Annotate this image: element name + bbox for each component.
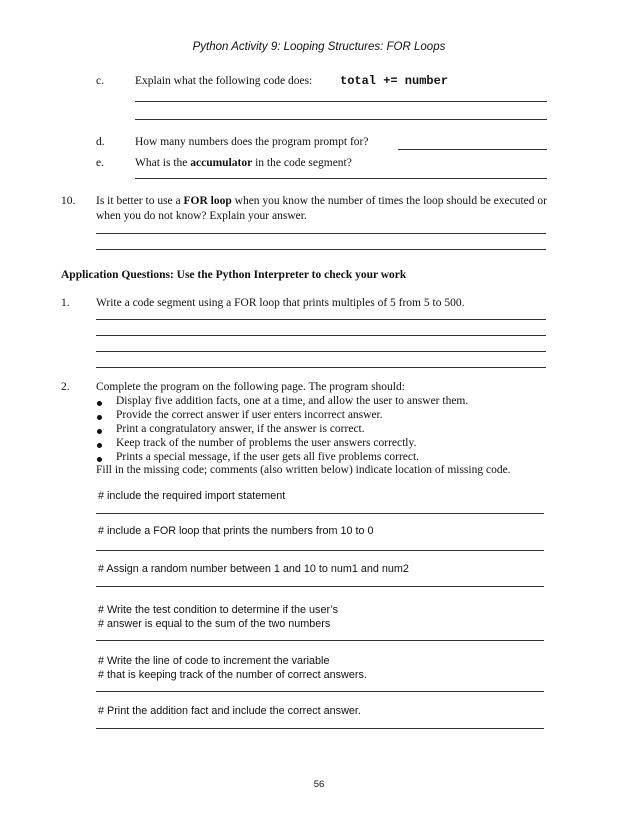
code-comment: # Write the line of code to increment the variable bbox=[98, 655, 330, 667]
answer-line[interactable] bbox=[96, 233, 546, 234]
a2-number: 2. bbox=[61, 381, 70, 393]
code-comment: # Assign a random number between 1 and 10 to num1 and num2 bbox=[98, 563, 409, 575]
answer-line[interactable] bbox=[135, 119, 547, 120]
code-answer-line[interactable] bbox=[96, 513, 544, 514]
code-answer-line[interactable] bbox=[96, 728, 544, 729]
code-answer-line[interactable] bbox=[96, 640, 544, 641]
page-header: Python Activity 9: Looping Structures: FOR Loops bbox=[192, 41, 446, 53]
bullet-dot-icon bbox=[97, 415, 102, 420]
answer-line[interactable] bbox=[96, 249, 546, 250]
q9c-text: Explain what the following code does: bbox=[135, 75, 313, 87]
code-answer-line[interactable] bbox=[96, 550, 544, 551]
page-number: 56 bbox=[313, 779, 325, 790]
q9e-letter: e. bbox=[96, 157, 104, 169]
a1-text: Write a code segment using a FOR loop that prints multiples of 5 from 5 to 500. bbox=[96, 297, 465, 309]
answer-line[interactable] bbox=[135, 178, 547, 179]
code-comment: # include the required import statement bbox=[98, 490, 286, 502]
answer-line[interactable] bbox=[135, 101, 547, 102]
q9e-text: What is the accumulator in the code segment? bbox=[135, 157, 352, 169]
code-comment: # that is keeping track of the number of correct answers. bbox=[98, 669, 367, 681]
q9d-text: How many numbers does the program prompt for? bbox=[135, 136, 369, 148]
bullet-dot-icon bbox=[97, 401, 102, 406]
a2-intro: Complete the program on the following page. The program should: bbox=[96, 381, 405, 393]
code-comment: # Print the addition fact and include the correct answer. bbox=[98, 705, 361, 717]
a1-number: 1. bbox=[61, 297, 70, 309]
q10-line2: when you do not know? Explain your answer. bbox=[96, 210, 307, 222]
code-comment: # include a FOR loop that prints the numbers from 10 to 0 bbox=[98, 525, 374, 537]
code-answer-line[interactable] bbox=[96, 586, 544, 587]
answer-line[interactable] bbox=[96, 319, 546, 320]
application-heading: Application Questions: Use the Python Interpreter to check your work bbox=[61, 269, 407, 281]
q9c-code: total += number bbox=[340, 74, 449, 88]
q10-number: 10. bbox=[61, 195, 76, 207]
q9d-letter: d. bbox=[96, 136, 105, 148]
answer-line[interactable] bbox=[96, 367, 546, 368]
answer-line[interactable] bbox=[398, 149, 547, 150]
q9c-letter: c. bbox=[96, 75, 104, 87]
code-answer-line[interactable] bbox=[96, 691, 544, 692]
q10-line1: Is it better to use a FOR loop when you know the number of times the loop should be executed or bbox=[96, 195, 547, 207]
bullet-dot-icon bbox=[97, 429, 102, 434]
a2-bullet: Keep track of the number of problems the user answers correctly. bbox=[116, 437, 417, 449]
a2-fill-note: Fill in the missing code; comments (also written below) indicate location of missing code. bbox=[96, 464, 511, 476]
a2-bullet: Prints a special message, if the user gets all five problems correct. bbox=[116, 451, 420, 463]
bullet-dot-icon bbox=[97, 443, 102, 448]
answer-line[interactable] bbox=[96, 351, 546, 352]
code-comment: # answer is equal to the sum of the two numbers bbox=[98, 618, 331, 630]
a2-bullet: Print a congratulatory answer, if the answer is correct. bbox=[116, 423, 365, 435]
a2-bullet: Provide the correct answer if user enters incorrect answer. bbox=[116, 409, 383, 421]
answer-line[interactable] bbox=[96, 335, 546, 336]
a2-bullet: Display five addition facts, one at a time, and allow the user to answer them. bbox=[116, 395, 469, 407]
code-comment: # Write the test condition to determine if the user’s bbox=[98, 604, 339, 616]
bullet-dot-icon bbox=[97, 457, 102, 462]
